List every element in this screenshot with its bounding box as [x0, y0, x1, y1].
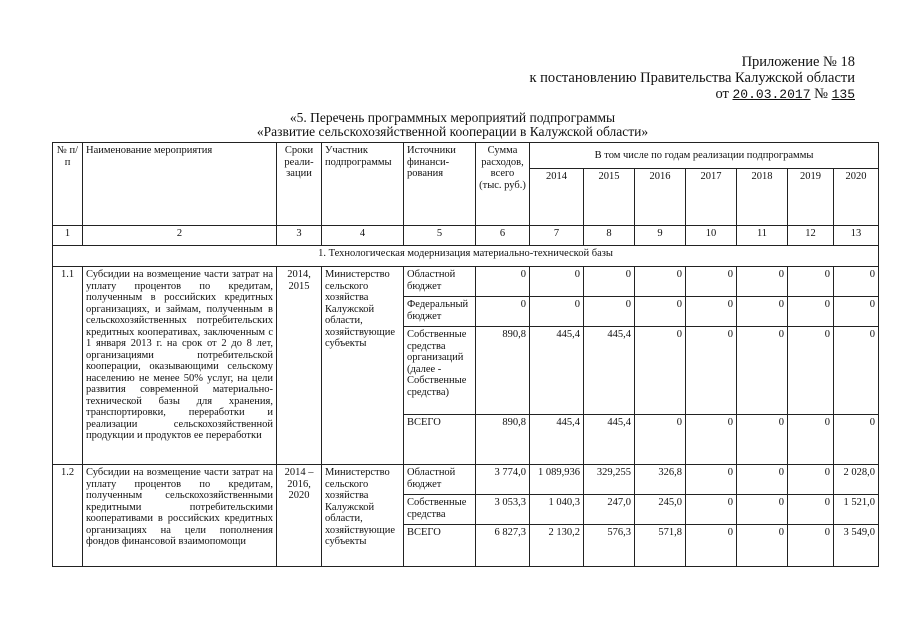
year-header: 2018	[737, 169, 788, 226]
column-number: 1	[53, 226, 83, 246]
header-sum: Сумма расходов, всего (тыс. руб.)	[476, 143, 530, 226]
year-value: 576,3	[584, 525, 635, 567]
document-title: «5. Перечень программных мероприятий подпрограммы «Развитие сельскохозяйственной кооперации в Калужской области»	[256, 110, 649, 139]
year-header: 2015	[584, 169, 635, 226]
measure-name: Субсидии на возмещение части затрат на уплату процентов по кредитам, полученным сельскохозяйственными кредитными потребительскими кооперативами в российских кредитных организациях на цели пополнения фондов финансовой взаимопомощи	[83, 465, 277, 567]
total-sum: 3 053,3	[476, 495, 530, 525]
total-sum: 3 774,0	[476, 465, 530, 495]
year-value: 0	[635, 327, 686, 415]
year-value: 1 089,936	[530, 465, 584, 495]
column-number: 12	[788, 226, 834, 246]
year-value: 0	[834, 267, 879, 297]
column-number: 6	[476, 226, 530, 246]
column-number: 2	[83, 226, 277, 246]
year-value: 0	[788, 525, 834, 567]
year-value: 0	[737, 267, 788, 297]
funding-source: Собственные средства организаций (далее - Собственные средства)	[404, 327, 476, 415]
total-sum: 890,8	[476, 415, 530, 465]
year-value: 0	[686, 465, 737, 495]
column-number: 10	[686, 226, 737, 246]
appendix-date-line: от 20.03.2017 № 135	[715, 86, 855, 102]
year-value: 0	[686, 297, 737, 327]
year-value: 0	[788, 297, 834, 327]
year-value: 0	[635, 415, 686, 465]
header-by-years: В том числе по годам реализации подпрограммы	[530, 143, 879, 169]
year-header: 2019	[788, 169, 834, 226]
funding-source: ВСЕГО	[404, 525, 476, 567]
section-heading: 1. Технологическая модернизация материально-технической базы	[53, 246, 879, 267]
year-value: 0	[834, 297, 879, 327]
year-value: 0	[530, 267, 584, 297]
year-header: 2020	[834, 169, 879, 226]
column-number: 3	[277, 226, 322, 246]
funding-source: Областной бюджет	[404, 267, 476, 297]
year-value: 0	[737, 465, 788, 495]
participant: Министерство сельского хозяйства Калужской области, хозяйствующие субъекты	[322, 267, 404, 465]
column-number: 7	[530, 226, 584, 246]
year-value: 445,4	[584, 327, 635, 415]
column-number: 5	[404, 226, 476, 246]
year-value: 571,8	[635, 525, 686, 567]
year-value: 2 028,0	[834, 465, 879, 495]
total-sum: 890,8	[476, 327, 530, 415]
year-value: 445,4	[530, 327, 584, 415]
year-value: 1 040,3	[530, 495, 584, 525]
year-value: 0	[737, 297, 788, 327]
year-header: 2016	[635, 169, 686, 226]
implementation-terms: 2014 – 2016, 2020	[277, 465, 322, 567]
total-sum: 0	[476, 297, 530, 327]
year-value: 445,4	[530, 415, 584, 465]
year-value: 326,8	[635, 465, 686, 495]
funding-source: Федеральный бюджет	[404, 297, 476, 327]
year-value: 0	[788, 267, 834, 297]
total-sum: 6 827,3	[476, 525, 530, 567]
column-number: 9	[635, 226, 686, 246]
year-value: 0	[686, 327, 737, 415]
table-row	[53, 267, 879, 297]
measure-name: Субсидии на возмещение части затрат на уплату процентов по кредитам, полученным в российских кредитных организациях, и займам, полученным в сельскохозяйственных потребительских кредитных кооперативах, заключенным с 1 января 2013 г. на срок от 2 до 8 лет, организациями потребительской кооперации, оказывающими сельскому населению не менее 50% услуг, на цели развития современной материально-технической базы для хранения, транспортировки, переработки и реализации сельскохозяйственной продукции и продуктов ее переработки	[83, 267, 277, 465]
year-value: 0	[737, 495, 788, 525]
program-table	[52, 142, 879, 567]
header-terms: Сроки реали- зации	[277, 143, 322, 226]
year-value: 2 130,2	[530, 525, 584, 567]
year-value: 247,0	[584, 495, 635, 525]
row-number: 1.1	[53, 267, 83, 465]
header-name: Наименование мероприятия	[83, 143, 277, 226]
header-sources: Источники финанси- рования	[404, 143, 476, 226]
year-value: 0	[737, 525, 788, 567]
year-value: 445,4	[584, 415, 635, 465]
appendix-title: Приложение № 18	[741, 54, 855, 70]
year-value: 0	[737, 327, 788, 415]
year-value: 0	[635, 267, 686, 297]
funding-source: Собственные средства	[404, 495, 476, 525]
year-value: 0	[788, 495, 834, 525]
year-value: 0	[686, 495, 737, 525]
row-number: 1.2	[53, 465, 83, 567]
year-value: 0	[530, 297, 584, 327]
header-participant: Участник подпрограммы	[322, 143, 404, 226]
column-number: 11	[737, 226, 788, 246]
year-value: 0	[834, 327, 879, 415]
funding-source: Областной бюджет	[404, 465, 476, 495]
year-value: 329,255	[584, 465, 635, 495]
column-number: 8	[584, 226, 635, 246]
table-row	[53, 465, 879, 495]
year-value: 0	[686, 267, 737, 297]
total-sum: 0	[476, 267, 530, 297]
year-value: 0	[686, 525, 737, 567]
decree-date: 20.03.2017	[732, 87, 811, 102]
year-value: 0	[686, 415, 737, 465]
year-value: 1 521,0	[834, 495, 879, 525]
implementation-terms: 2014, 2015	[277, 267, 322, 465]
year-value: 3 549,0	[834, 525, 879, 567]
year-value: 0	[788, 465, 834, 495]
year-header: 2017	[686, 169, 737, 226]
decree-number: 135	[831, 87, 855, 102]
appendix-subtitle: к постановлению Правительства Калужской области	[529, 70, 855, 86]
header-num: № п/п	[53, 143, 83, 226]
year-value: 0	[584, 267, 635, 297]
year-value: 0	[788, 415, 834, 465]
column-number: 13	[834, 226, 879, 246]
year-value: 0	[834, 415, 879, 465]
funding-source: ВСЕГО	[404, 415, 476, 465]
year-value: 0	[635, 297, 686, 327]
year-value: 0	[737, 415, 788, 465]
document-header	[529, 54, 855, 103]
column-number: 4	[322, 226, 404, 246]
year-header: 2014	[530, 169, 584, 226]
year-value: 0	[584, 297, 635, 327]
year-value: 245,0	[635, 495, 686, 525]
participant: Министерство сельского хозяйства Калужской области, хозяйствующие субъекты	[322, 465, 404, 567]
year-value: 0	[788, 327, 834, 415]
